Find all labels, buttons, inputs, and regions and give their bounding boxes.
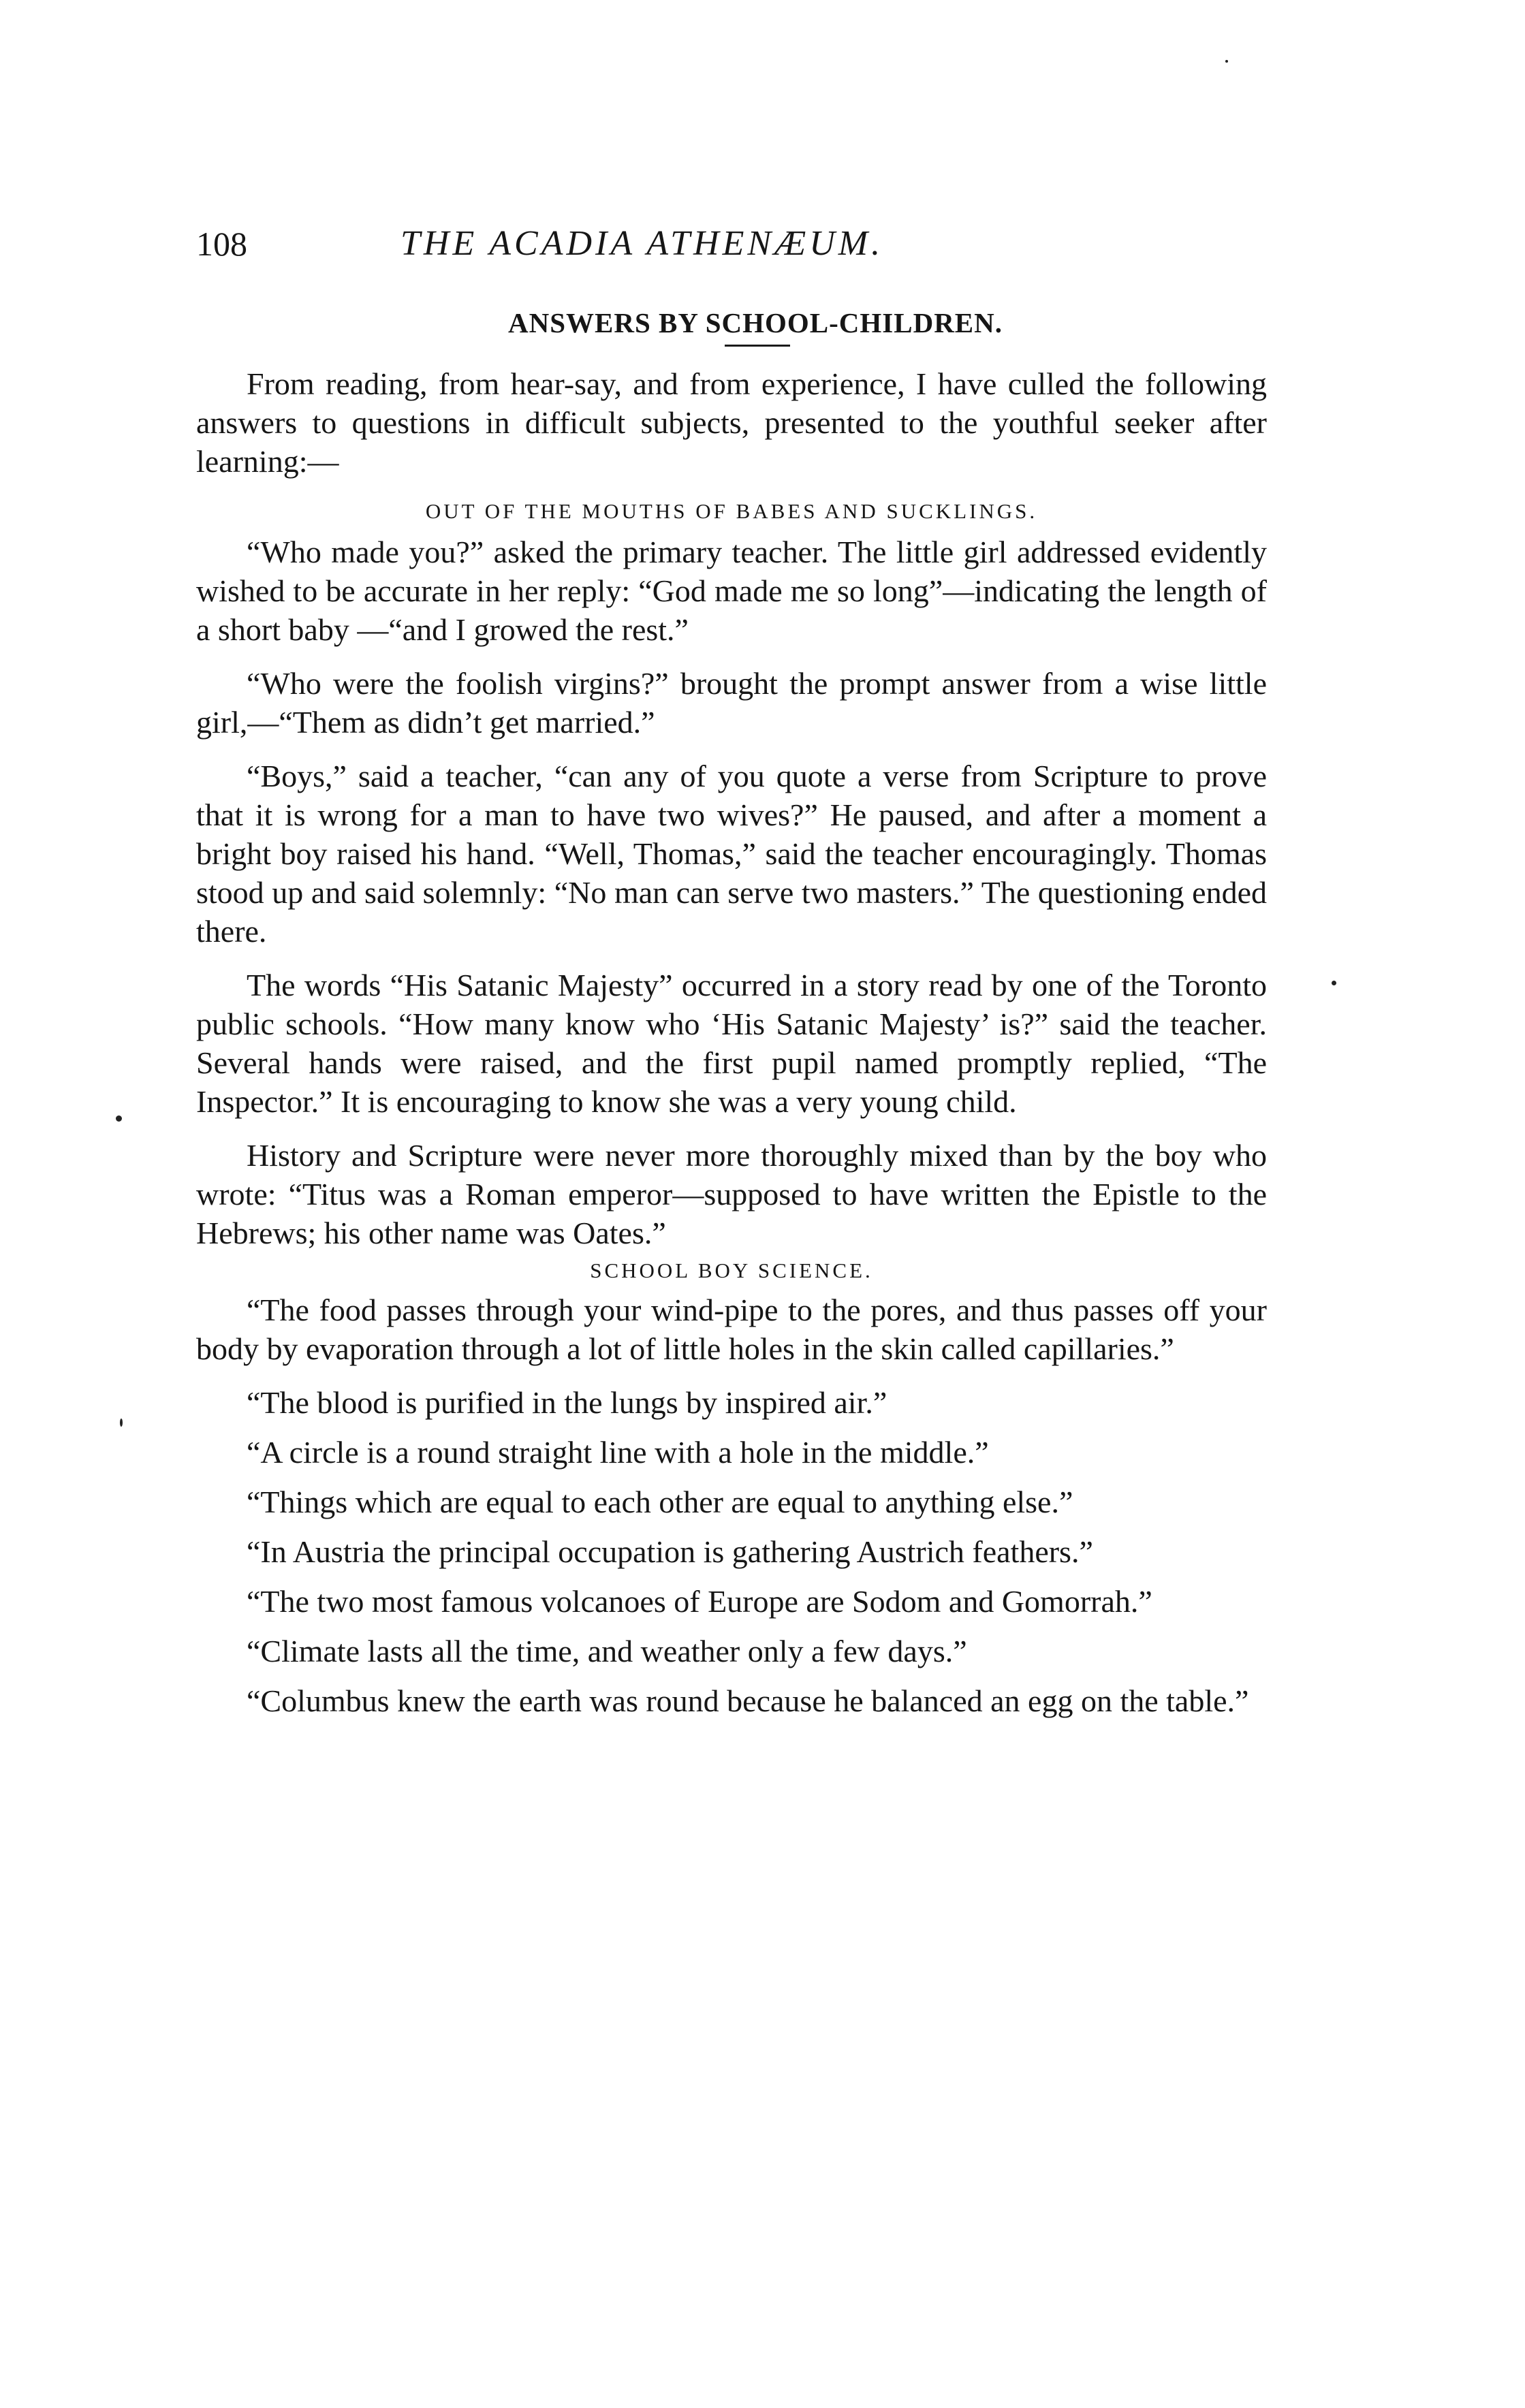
intro-paragraph: From reading, from hear-say, and from experience, I have culled the following answers to questions in difficult subjects, presented to the youthful seeker after learning:— bbox=[196, 366, 1267, 479]
paragraph-who-made-you: “Who made you?” asked the primary teacher. The little girl addressed evidently wished to be accurate in her reply: “God made me so long”—indicating the length of a short baby —“and I growed the rest.” bbox=[196, 535, 1267, 647]
margin-speck bbox=[116, 1115, 122, 1122]
paragraph-volcanoes: “The two most famous volcanoes of Europe are Sodom and Gomorrah.” bbox=[247, 1584, 1152, 1619]
paragraph-circle: “A circle is a round straight line with a hole in the middle.” bbox=[247, 1435, 989, 1470]
paragraph-columbus: “Columbus knew the earth was round because he balanced an egg on the table.” bbox=[247, 1683, 1249, 1718]
paragraph-titus: History and Scripture were never more thoroughly mixed than by the boy who wrote: “Titus was a Roman emperor—supposed to have written the Epistle to the Hebrews; his other name was Oates.” bbox=[196, 1138, 1267, 1250]
paragraph-equal: “Things which are equal to each other are equal to anything else.” bbox=[247, 1485, 1073, 1519]
page-number: 108 bbox=[196, 225, 247, 263]
running-head bbox=[196, 217, 1267, 271]
title-rule bbox=[725, 345, 790, 347]
margin-speck bbox=[1225, 60, 1228, 63]
paragraph-satanic-majesty: The words “His Satanic Majesty” occurred in a story read by one of the Toronto public schools. “How many know who ‘His Satanic Majesty’ is?” said the teacher. Several hands were raised, and the first pupil named promptly replied, “The Inspector.” It is encouraging to know she was a very young child. bbox=[196, 968, 1267, 1119]
paragraph-austria: “In Austria the principal occupation is gathering Austrich feathers.” bbox=[247, 1534, 1093, 1569]
paragraph-food: “The food passes through your wind-pipe to the pores, and thus passes off your body by evaporation through a lot of little holes in the skin called capillaries.” bbox=[196, 1293, 1267, 1366]
section-heading-science: SCHOOL BOY SCIENCE. bbox=[590, 1258, 873, 1282]
paragraph-two-wives: “Boys,” said a teacher, “can any of you quote a verse from Scripture to prove that it is wrong for a man to have two wives?” He paused, and after a moment a bright boy raised his hand. “Well, Thomas,” said the teacher encouragingly. Thomas stood up and said solemnly: “No man can serve two masters.” The questioning ended there. bbox=[196, 759, 1267, 949]
article-title: ANSWERS BY SCHOOL-CHILDREN. bbox=[507, 307, 1003, 338]
paragraph-foolish-virgins: “Who were the foolish virgins?” brought the prompt answer from a wise little girl,—“Them as didn’t get married.” bbox=[196, 666, 1267, 740]
margin-speck bbox=[120, 1419, 123, 1427]
margin-speck bbox=[1332, 981, 1336, 985]
paragraph-climate: “Climate lasts all the time, and weather only a few days.” bbox=[247, 1634, 967, 1668]
paragraph-blood: “The blood is purified in the lungs by inspired air.” bbox=[247, 1385, 887, 1420]
journal-title: THE ACADIA ATHENÆUM. bbox=[400, 224, 884, 263]
section-heading-babes: OUT OF THE MOUTHS OF BABES AND SUCKLINGS. bbox=[425, 499, 1038, 523]
page bbox=[196, 217, 1267, 1720]
